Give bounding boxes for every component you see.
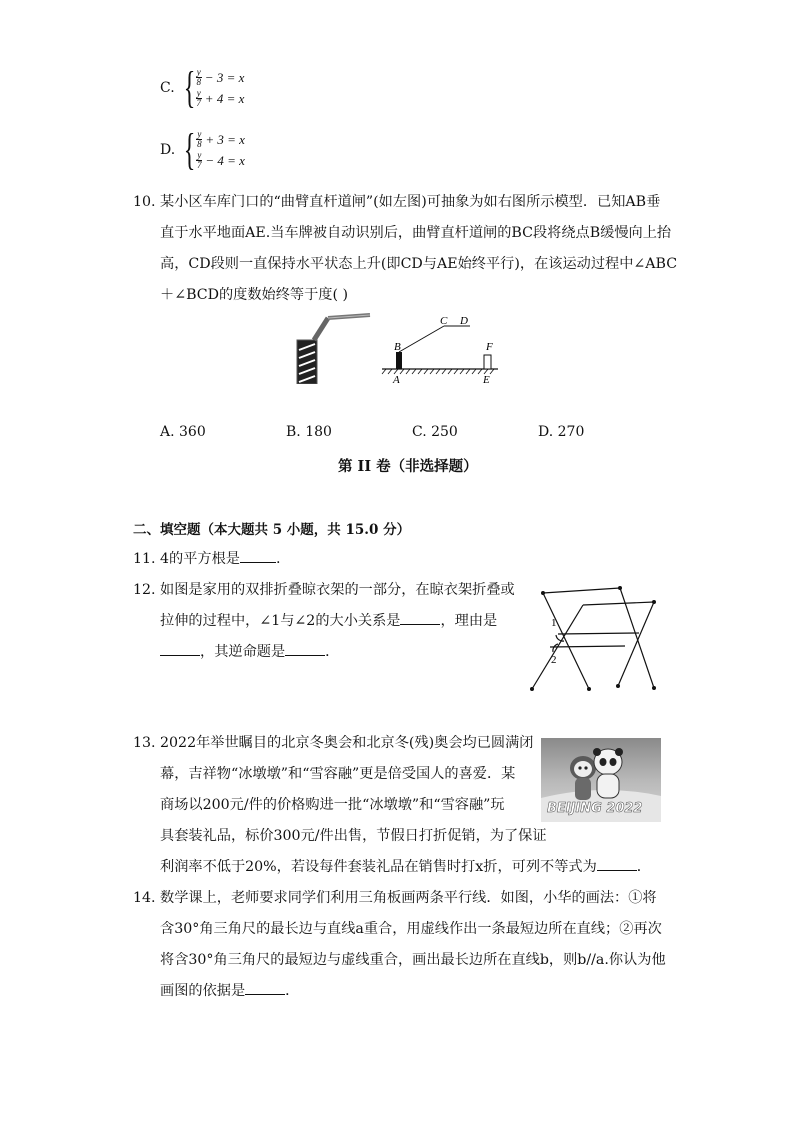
- angle-2-label: 2: [551, 654, 557, 666]
- label-f: F: [486, 341, 493, 353]
- question-number: 14.: [133, 890, 156, 906]
- gate-model-diagram: [378, 312, 503, 388]
- option-d-letter: D.: [160, 142, 176, 158]
- answer-blank: [245, 994, 285, 995]
- answer-blank: [285, 655, 325, 656]
- question-text: 2022年举世瞩目的北京冬奥会和北京冬(残)奥会均已圆满闭: [160, 735, 534, 751]
- question-number: 11.: [133, 551, 156, 567]
- answer-blank: [240, 562, 276, 563]
- equation: $\frac{y}{7}$ − 4 = x: [197, 150, 245, 170]
- option-d: D. 270: [538, 424, 585, 440]
- brace-symbol: {: [183, 63, 196, 112]
- question-text: ，其逆命题是 ．: [160, 642, 339, 662]
- angle-1-label: 1: [551, 617, 557, 629]
- section-heading: 二、填空题（本大题共 5 小题，共 15.0 分）: [133, 522, 411, 538]
- question-text: 利润率不低于20%，若设每件套装礼品在销售时打x折，可列不等式为 ．: [160, 859, 651, 875]
- question-number: 12.: [133, 582, 156, 598]
- option-d: [160, 125, 245, 174]
- question-text: 画图的依据是 ．: [160, 983, 300, 999]
- label-c: C: [440, 315, 448, 327]
- option-c-letter: C.: [160, 80, 175, 96]
- question-text: 高，CD段则一直保持水平状态上升(即CD与AE始终平行)，在该运动过程中∠ABC: [160, 256, 678, 272]
- question-text: 含30°角三角尺的最长边与直线a重合，用虚线作出一条最短边所在直线；②再次: [160, 921, 662, 937]
- part-title: 第 II 卷（非选择题）: [338, 458, 478, 475]
- question-text: 直于水平地面AE.当车牌被自动识别后，曲臂直杆道闸的BC段将绕点B缓慢向上抬: [160, 225, 672, 241]
- label-b: B: [394, 341, 401, 353]
- winter-olympics-mascot-photo: [541, 738, 661, 822]
- answer-blank: [160, 655, 200, 656]
- option-c: [160, 63, 245, 112]
- drying-rack-diagram: [528, 578, 663, 698]
- barrier-gate-photo: [290, 310, 372, 384]
- question-text: 数学课上，老师要求同学们利用三角板画两条平行线．如图，小华的画法：①将: [160, 890, 657, 906]
- question-text: 某小区车库门口的“曲臂直杆道闸”(如左图)可抽象为如右图所示模型．已知AB垂: [160, 194, 661, 210]
- question-number: 13.: [133, 735, 156, 751]
- brace-symbol: {: [183, 125, 196, 174]
- answer-blank: [400, 624, 440, 625]
- label-a: A: [393, 374, 400, 386]
- beijing-2022-logo-text: BEIJING 2022: [547, 801, 643, 816]
- question-text: 具套装礼品，标价300元/件出售，节假日打折促销，为了保证: [160, 828, 547, 844]
- question-text: 商场以200元/件的价格购进一批“冰墩墩”和“雪容融”玩: [160, 797, 505, 813]
- option-b: B. 180: [286, 424, 332, 440]
- question-number: 10.: [133, 194, 156, 210]
- option-c: C. 250: [412, 424, 458, 440]
- equation: $\frac{y}{7}$ + 4 = x: [196, 88, 245, 108]
- equation: $\frac{y}{8}$ + 3 = x: [197, 129, 245, 149]
- question-11-text: 4的平方根是 .: [160, 551, 281, 567]
- question-text: 幕，吉祥物“冰墩墩”和“雪容融”更是倍受国人的喜爱．某: [160, 766, 516, 782]
- option-a: A. 360: [160, 424, 206, 440]
- label-d: D: [460, 315, 468, 327]
- answer-blank: [597, 870, 637, 871]
- equation: $\frac{y}{8}$ − 3 = x: [196, 67, 245, 87]
- question-text: 如图是家用的双排折叠晾衣架的一部分，在晾衣架折叠或: [160, 582, 515, 598]
- question-text: ＋∠BCD的度数始终等于度( ): [160, 287, 349, 303]
- question-text: 拉伸的过程中，∠1与∠2的大小关系是 ，理由是: [160, 613, 498, 629]
- question-text: 将含30°角三角尺的最短边与虚线重合，画出最长边所在直线b，则b//a.你认为他: [160, 952, 666, 968]
- label-e: E: [483, 374, 490, 386]
